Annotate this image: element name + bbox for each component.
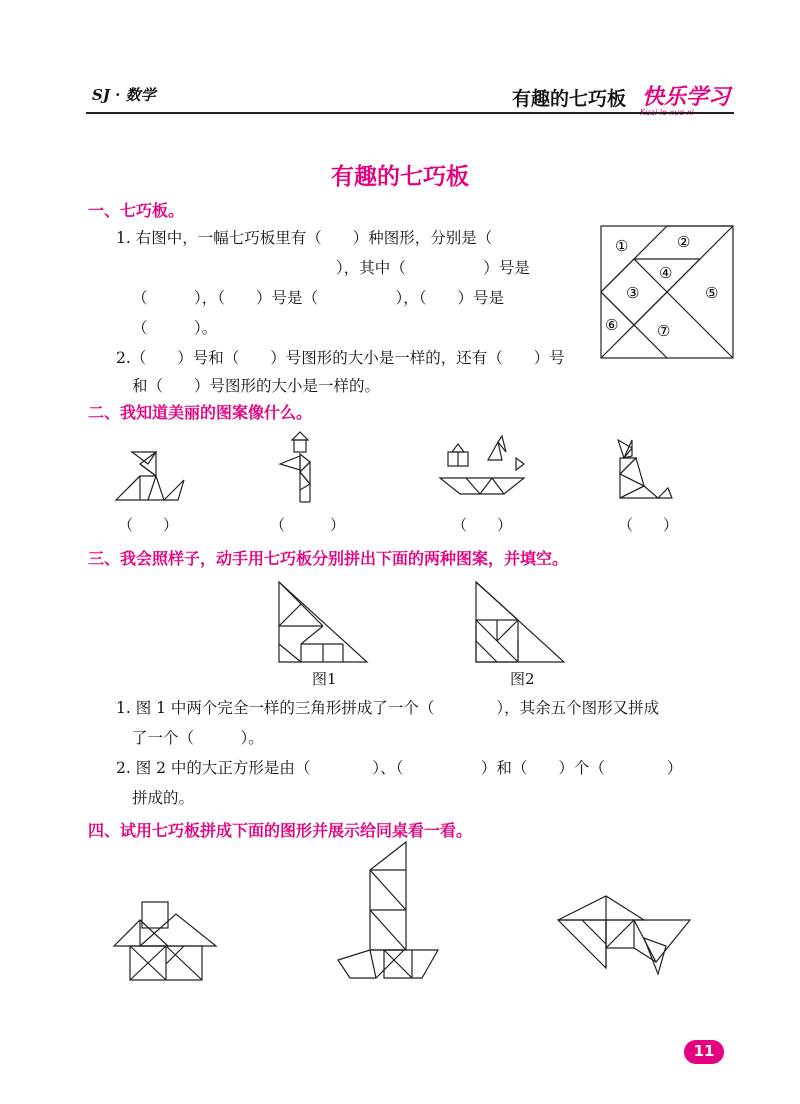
section-3-heading: 三、我会照样子，动手用七巧板分别拼出下面的两种图案，并填空。 (88, 549, 569, 568)
q1-line-2: ），其中（ ）号是 (336, 259, 530, 277)
boat-figure (436, 436, 528, 498)
figure-1-triangle (279, 582, 367, 662)
page-number: 11 (693, 1042, 715, 1060)
figure-2-caption: 图2 (510, 670, 535, 688)
brand-pinyin: Kuai le xue xi (640, 108, 694, 117)
answer-blank-duck[interactable]: （ ） (118, 516, 179, 534)
piece-label-3: ③ (626, 284, 640, 302)
piece-label-5: ⑤ (705, 284, 719, 302)
q1-line-4: （ ）。 (132, 319, 218, 337)
series-label: SJ · 数学 (92, 86, 156, 104)
s3-q1-line-2: 了一个（ ）。 (132, 729, 264, 747)
q1-line-3: （ ），（ ）号是（ ），（ ）号是 (132, 289, 505, 307)
section-2-heading: 二、我知道美丽的图案像什么。 (88, 403, 313, 422)
piece-label-6: ⑥ (605, 316, 619, 334)
figure-2-triangle (476, 582, 564, 662)
tangram-square-figure (601, 226, 733, 358)
piece-label-2: ② (677, 233, 691, 251)
section-1-heading: 一、七巧板。 (88, 201, 185, 220)
answer-blank-cat[interactable]: （ ） (618, 516, 679, 534)
header-rule (86, 112, 734, 114)
q1-line-1: 1. 右图中，一幅七巧板里有（ ）种图形，分别是（ (116, 229, 493, 247)
piece-label-1: ① (615, 237, 629, 255)
page-title: 有趣的七巧板 (331, 163, 469, 190)
q2-line-2: 和（ ）号图形的大小是一样的。 (132, 377, 381, 395)
figure-1-caption: 图1 (312, 670, 337, 688)
cat-figure (610, 436, 674, 504)
brand-logo: 快乐学习 (642, 85, 731, 110)
fish-figure (556, 890, 696, 976)
s3-q2-line-2: 拼成的。 (132, 789, 195, 807)
q2-line-1: 2.（ ）号和（ ）号图形的大小是一样的，还有（ ）号 (116, 349, 565, 367)
lesson-name: 有趣的七巧板 (512, 88, 627, 110)
section-4-heading: 四、试用七巧板拼成下面的图形并展示给同桌看一看。 (88, 821, 473, 840)
house-figure (112, 900, 218, 982)
answer-blank-bird[interactable]: （ ） (270, 516, 346, 534)
bird-figure (276, 430, 320, 508)
sailboat-figure (336, 840, 440, 980)
s3-q1-line-1: 1. 图 1 中两个完全一样的三角形拼成了一个（ ），其余五个图形又拼成 (116, 699, 660, 717)
s3-q2-line-1: 2. 图 2 中的大正方形是由（ ）、（ ）和（ ）个（ ） (116, 759, 683, 777)
duck-figure (112, 446, 188, 506)
piece-label-4: ④ (659, 264, 673, 282)
answer-blank-boat[interactable]: （ ） (452, 516, 513, 534)
piece-label-7: ⑦ (657, 322, 671, 340)
